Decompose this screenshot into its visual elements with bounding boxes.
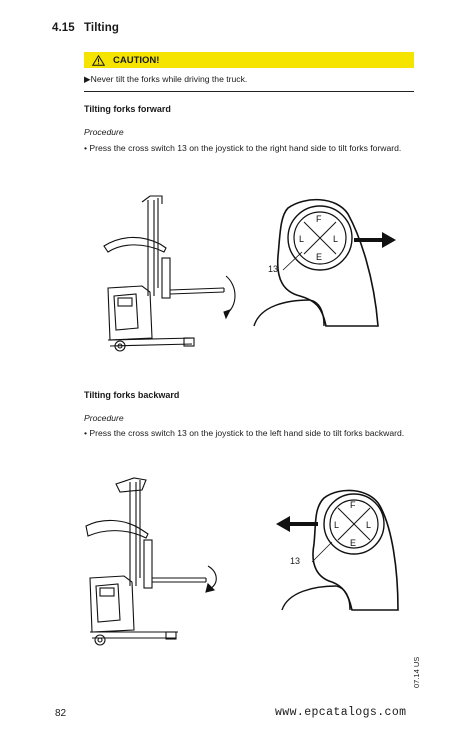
caution-text: ▶Never tilt the forks while driving the truck.: [84, 74, 248, 84]
backward-procedure-label: Procedure: [84, 413, 124, 423]
svg-text:F: F: [350, 500, 356, 510]
section-title: [52, 22, 119, 34]
caution-label: CAUTION!: [113, 54, 160, 66]
website-watermark: www.epcatalogs.com: [275, 706, 407, 719]
svg-text:L: L: [334, 520, 340, 530]
truck-forward-figure: [100, 188, 240, 363]
svg-text:L: L: [366, 520, 372, 530]
backward-heading: Tilting forks backward: [84, 390, 180, 400]
arrow-right-icon: [354, 232, 396, 248]
svg-text:F: F: [316, 214, 322, 224]
svg-text:L: L: [333, 234, 339, 244]
caution-banner: [84, 52, 414, 68]
callout-13-backward: 13: [290, 556, 301, 566]
document-code: 07.14 US: [412, 656, 421, 688]
section-title-text: Tilting: [84, 22, 119, 34]
svg-text:L: L: [299, 234, 305, 244]
section-number: 4.15: [52, 22, 75, 34]
truck-backward-figure: [84, 474, 224, 659]
joystick-backward-figure: [274, 488, 424, 618]
arrow-left-icon: [276, 516, 318, 532]
svg-text:E: E: [350, 538, 357, 548]
forward-heading: Tilting forks forward: [84, 104, 171, 114]
backward-step: • Press the cross switch 13 on the joystick to the left hand side to tilt forks backward.: [84, 428, 405, 438]
warning-triangle-icon: [92, 55, 105, 66]
forward-step: • Press the cross switch 13 on the joystick to the right hand side to tilt forks forward.: [84, 143, 402, 153]
forward-procedure-label: Procedure: [84, 127, 124, 137]
callout-13-forward: 13: [268, 264, 279, 274]
svg-text:E: E: [316, 252, 323, 262]
joystick-forward-figure: [250, 196, 400, 336]
page-number: 82: [55, 708, 67, 719]
divider: [84, 91, 414, 92]
